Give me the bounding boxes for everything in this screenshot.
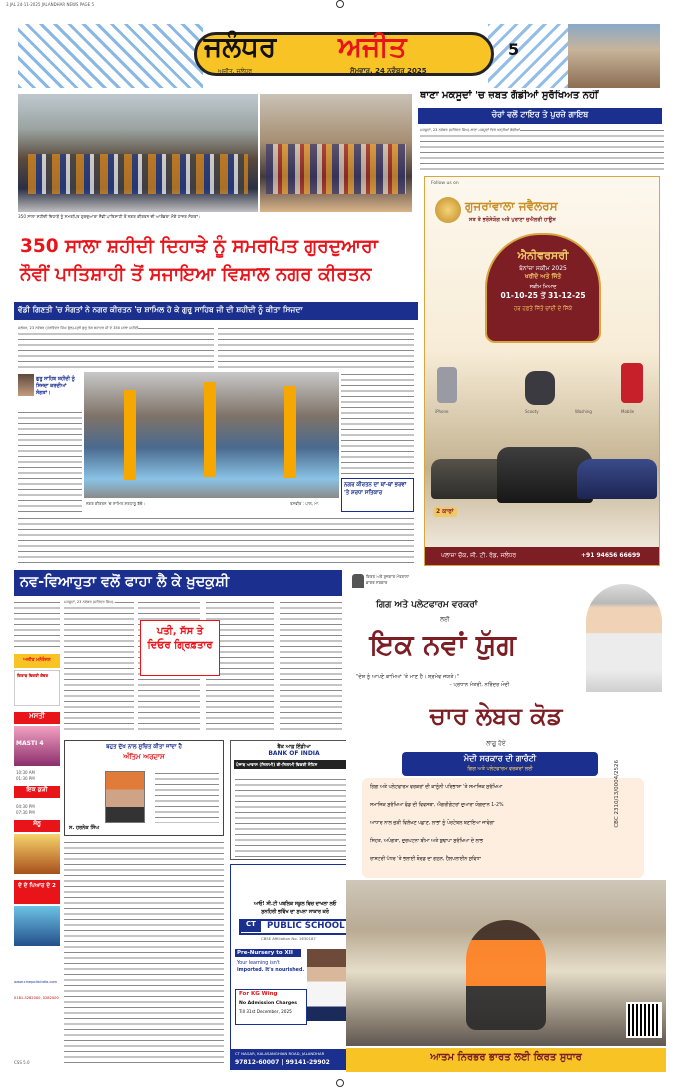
bank-name-pb: ਬੈਂਕ ਆਫ਼ ਇੰਡੀਆ (277, 744, 311, 750)
classified-text (14, 600, 60, 650)
main-story-text-mid (218, 326, 414, 372)
anniversary-sub: ਬੋਨਾਂਜ਼ਾ ਸਕੀਮ 2025 (519, 265, 567, 272)
masthead (18, 24, 660, 88)
inset-text (18, 410, 82, 515)
main-story-text-right (341, 372, 414, 478)
govt-quote-1: "ਦੇਸ਼ ਨੂੰ ਆਪਣੇ ਕਾਮਿਆਂ 'ਤੇ ਮਾਣ ਹੈ। ਸ਼੍ਰਮੇਵ ਜਯਤੇ।" (356, 674, 460, 680)
school-slogan-2: imported. It's nourished. (237, 968, 305, 973)
classified-banner: ਕਿਤਾਬ ਵਿਕਰੀ ਕੇਂਦਰ (14, 670, 60, 706)
school-ad[interactable] (230, 864, 358, 1070)
suicide-text-col1 (64, 600, 134, 730)
inset-caption: ਗੁਰੂ ਸਾਹਿਬ ਸ਼ਹੀਦੀ ਨੂੰ ਸਿਜਦਾ ਕਰਦੀਆਂ ਸੰਗਤਾਂ। (36, 377, 75, 396)
suicide-boxed-quote (140, 620, 220, 676)
jewellers-name: ਗੁਜਰਾਂਵਾਲਾ ਜਵੈਲਰਸ (465, 199, 558, 213)
masthead-title-2: ਅਜੀਤ (338, 30, 407, 63)
car-label: 2 ਕਾਰਾਂ (433, 507, 457, 517)
bank-name: BANK OF INDIA (268, 750, 320, 757)
jewellers-follow: Follow us on (431, 181, 459, 186)
classified-header: ਅਜੀਤ ਮਨੋਰੰਜਨ (14, 654, 60, 668)
govt-guarantee: ਮੋਦੀ ਸਰਕਾਰ ਦੀ ਗਾਰੰਟੀ (463, 754, 537, 763)
school-logo: CT (241, 920, 261, 932)
suicide-text-col4 (280, 600, 342, 730)
main-photo-1 (18, 94, 258, 212)
masthead-pattern-left (18, 24, 203, 88)
main-photo-3-caption: ਨਗਰ ਕੀਰਤਨ 'ਚ ਸ਼ਾਮਿਲ ਸ਼ਰਧਾਲੂ ਬੱਚੇ। (86, 501, 146, 506)
govt-bullets-box (362, 778, 644, 878)
qr-code (628, 1004, 660, 1036)
masthead-sub: ਅਜੀਤ, ਜਲੰਧਰ (218, 68, 253, 75)
prize-phone (437, 367, 457, 403)
prize-label-4: Mobile (621, 409, 635, 414)
main-story-text-left (18, 326, 214, 372)
classified-website[interactable]: www.cinepolisindia.com (14, 980, 58, 984)
jewellers-phone[interactable]: +91 94656 66699 (581, 552, 641, 559)
obituary-title: ਬਹੁਤ ਦੁੱਖ ਨਾਲ ਸੂਚਿਤ ਕੀਤਾ ਜਾਂਦਾ ਹੈ (106, 744, 182, 750)
govt-ministry-2: ਭਾਰਤ ਸਰਕਾਰ (366, 580, 388, 585)
bank-notice (230, 740, 358, 860)
school-pre-nursery: Pre-Nursery to XII (235, 949, 301, 957)
show-time-2: 01:30 PM (16, 776, 35, 781)
jewellers-address: ਪਲਾਜ਼ਾ ਚੌਕ, ਜੀ. ਟੀ. ਰੋਡ, ਜਲੰਧਰ (441, 552, 517, 559)
main-pullquote-text: ਨਗਰ ਕੀਰਤਨ ਦਾ ਥਾਂ-ਥਾਂ ਭਰਵਾਂ 'ਤੇ ਸ਼ਰਧਾ ਸਤਿਕਾਰ (344, 482, 407, 496)
promo2-title: ਸੋਨੂ (14, 820, 60, 832)
prize-mobile (621, 363, 643, 403)
promo3-poster (14, 906, 60, 946)
school-ad-top: ਆਓ! ਸੀ.ਟੀ ਪਬਲਿਕ ਸਕੂਲ ਵਿਚ ਦਾਖਲਾ ਲਓ (253, 902, 337, 907)
main-photo-3-credit: ਤਸਵੀਰ : ਪਾਲ, ਮਾ. (290, 501, 320, 506)
jewellers-ad[interactable] (424, 176, 660, 566)
main-story-text-bottom (18, 516, 414, 564)
show-time-1: 10:30 AM (16, 770, 35, 775)
jewellers-tagline: ਸਤ ਤੇ ਭਰੋਸੇਯੋਗ ਅਤੇ ਪੁਰਾਣਾ ਜੁਐਲਰੀ ਹਾਊਸ (469, 217, 556, 223)
jewellers-logo-icon (435, 197, 461, 223)
govt-guarantee-sub: ਗਿਗ ਅਤੇ ਪਲੇਟਫਾਰਮ ਵਰਕਰਾਂ ਲਈ (467, 766, 533, 772)
school-name: PUBLIC SCHOOL (267, 921, 345, 931)
tr-story-text (420, 128, 664, 172)
suicide-boxed-quote-text: ਪਤੀ, ਸੱਸ ਤੇ ਦਿਓਰ ਗ੍ਰਿਫ਼ਤਾਰ (147, 626, 213, 651)
school-phones[interactable]: 97812-60007 | 99141-29902 (235, 1059, 330, 1066)
main-photo-2 (260, 94, 412, 212)
promo1-title: ਇਕ ਕੁੜੀ (14, 786, 60, 798)
govt-headline: ਇਕ ਨਵਾਂ ਯੁੱਗ (370, 628, 516, 661)
anniversary-sub2: ਖਰੀਦੋ ਅਤੇ ਜਿੱਤੋ (524, 273, 562, 280)
school-ad-top2: ਸੁਨਹਿਰੀ ਭਵਿੱਖ ਦਾ ਸੁਪਨਾ ਸਾਕਾਰ ਕਰੋ (261, 910, 329, 915)
tr-headline: ਥਾਣਾ ਮਕਸੂਦਾਂ 'ਚ ਜ਼ਬਤ ਗੱਡੀਆਂ ਸੁਰੱਖਿਅਤ ਨਹੀਂ (420, 90, 599, 101)
govt-main-title: ਚਾਰ ਲੇਬਰ ਕੋਡ (429, 702, 563, 730)
school-address: CT NAGAR, KALASANGHIAN ROAD, JALANDHAR (235, 1051, 325, 1056)
main-headline-2: ਨੌਵੀਂ ਪਾਤਿਸ਼ਾਹੀ ਤੋਂ ਸਜਾਇਆ ਵਿਸ਼ਾਲ ਨਗਰ ਕੀਰਤਨ (20, 264, 372, 285)
govt-gig-label: ਗਿਗ ਅਤੇ ਪਲੇਟਫਾਰਮ ਵਰਕਰਾਂ (376, 600, 478, 610)
tr-subhead: ਚੋਰਾਂ ਵਲੋਂ ਟਾਇਰ ਤੇ ਪੁਰਜ਼ੇ ਗਾਇਬ (418, 108, 662, 124)
govt-modi-photo (586, 584, 662, 692)
masthead-building-photo (568, 24, 660, 88)
delivery-rider-shape (466, 920, 546, 1030)
govt-bullet-2: ਸਮਾਜਿਕ ਸੁਰੱਖਿਆ ਫੰਡ ਦੀ ਵਿਵਸਥਾ, ਐਗਰੀਗੇਟਰਾਂ ਦੁਆਰਾ ਯੋਗਦਾਨ 1-2% (370, 803, 504, 808)
bank-notice-text (235, 777, 353, 857)
govt-laee: ਲਈ (440, 616, 450, 623)
anniversary-title: ਐਨੀਵਰਸਰੀ (517, 249, 569, 262)
govt-street-photo (346, 880, 666, 1046)
main-story-first-line: ਜਲੰਧਰ, 23 ਨਵੰਬਰ (ਹਰਵਿੰਦਰ ਸਿੰਘ ਫੁੱਲ)-ਸ੍ਰੀ ਗੁਰੂ ਤੇਗ ਬਹਾਦਰ ਜੀ ਦੇ 350 ਸਾਲਾ ਸ਼ਹੀਦੀ (18, 326, 139, 330)
prize-label-1: iPhone (435, 409, 449, 414)
scheme-label: ਸਕੀਮ ਮਿਆਦ (529, 284, 557, 290)
show-time-3: 04:30 PM (16, 804, 35, 809)
tr-story-first-line: ਮਕਸੂਦਾਂ, 23 ਨਵੰਬਰ (ਸਤਿੰਦਰ ਸਿੰਘ)-ਥਾਣਾ ਮਕਸੂਦਾਂ ਵਿਖੇ ਖੜ੍ਹੀਆਂ ਗੱਡੀਆਂ (420, 128, 520, 132)
school-kg-wing: For KG Wing (239, 991, 278, 997)
registration-mark (336, 0, 344, 8)
govt-code: CBC 2310/13/0004/2526 (614, 760, 620, 828)
obituary-name: ਸ. ਹਰਨੇਕ ਸਿੰਘ (69, 825, 100, 831)
govt-applied: ਲਾਗੂ ਹੋਏ (486, 740, 506, 747)
govt-bullet-4: ਸਿਹਤ, ਅਪੰਗਤਾ, ਦੁਰਘਟਨਾ ਬੀਮਾ ਅਤੇ ਬੁਢਾਪਾ ਸੁਰੱਖਿਆ ਦੇ ਲਾਭ (370, 839, 483, 844)
bank-notice-title: ਪੰਜਾਬ ਆਵਾਸ (ਨਿਲਾਮੀ) ਈ-ਨਿਲਾਮੀ ਵਿਕਰੀ ਨੋਟਿਸ (234, 760, 354, 769)
promo2-poster (14, 834, 60, 874)
classifieds-column (14, 600, 60, 1070)
prize-label-3: Washing (575, 409, 592, 414)
govt-ad[interactable] (346, 570, 666, 1074)
classified-phone: 0181-5282000, 5282000 (14, 996, 59, 1000)
govt-footer: ਆਤਮ ਨਿਰਭਰ ਭਾਰਤ ਲਈ ਕਿਰਤ ਸੁਧਾਰ (430, 1052, 582, 1063)
lower-left-text (64, 840, 224, 1066)
obituary-box (64, 740, 224, 836)
cinema-movie: MASTI 4 (16, 740, 44, 747)
main-headline-1: 350 ਸਾਲਾ ਸ਼ਹੀਦੀ ਦਿਹਾੜੇ ਨੂੰ ਸਮਰਪਿਤ ਗੁਰਦੁਆਰਾ (20, 236, 378, 257)
main-photo-3 (84, 372, 339, 498)
prize-scooter (525, 371, 555, 405)
masthead-pattern-right (488, 24, 568, 88)
school-affiliation: CBSE Affiliation No. 1630187 (261, 936, 316, 941)
govt-ministry-1: ਕਿਰਤ ਅਤੇ ਰੁਜ਼ਗਾਰ ਮੰਤਰਾਲਾ (366, 574, 410, 579)
school-last-date: Till 31st December, 2025 (239, 1009, 292, 1014)
prize-car-right (577, 459, 657, 499)
main-subhead: ਵੱਡੀ ਗਿਣਤੀ 'ਚ ਸੰਗਤਾਂ ਨੇ ਨਗਰ ਕੀਰਤਨ 'ਚ ਸ਼ਾਮਿਲ ਹੋ ਕੇ ਗੁਰੂ ਸਾਹਿਬ ਜੀ ਦੀ ਸ਼ਹੀਦੀ ਨੂੰ ਕੀਤਾ ਸਿਜਦਾ (14, 302, 418, 320)
govt-quote-2: - ਪ੍ਰਧਾਨ ਮੰਤਰੀ, ਨਰਿੰਦਰ ਮੋਦੀ (450, 682, 510, 688)
promo3-title: ਦੇ ਦੇ ਪਿਆਰ ਦੇ 2 (14, 880, 60, 904)
prize-label-2: Scooty (525, 409, 539, 414)
show-time-4: 07:30 PM (16, 810, 35, 815)
scheme-period: 01-10-25 ਤੋਂ 31-12-25 (500, 291, 586, 300)
govt-bullet-1: ਗਿਗ ਅਤੇ ਪਲੇਟਫਾਰਮ ਵਰਕਰਾਂ ਦੀ ਕਾਨੂੰਨੀ ਪਰਿਭਾਸ਼ਾ 'ਤੇ ਸਮਾਜਿਕ ਸੁਰੱਖਿਆ (370, 785, 503, 790)
print-info: 3 JAL 24-11-2025 JALANDHAR NEWS PAGE 5 (6, 2, 94, 7)
obituary-photo (105, 771, 145, 823)
page-number: 5 (508, 40, 520, 59)
masthead-title-1: ਜਲੰਧਰ (204, 30, 277, 63)
suicide-headline: ਨਵ-ਵਿਆਹੁਤਾ ਵਲੋਂ ਫਾਹਾ ਲੈ ਕੇ ਖ਼ੁਦਕੁਸ਼ੀ (14, 570, 342, 596)
school-slogan-1: Your learning isn't (237, 961, 280, 966)
cinema-title: ਮਸਤੀ (14, 712, 60, 724)
govt-emblem-icon (352, 574, 364, 588)
suicide-first-line: ਮਕਸੂਦਾਂ, 23 ਨਵੰਬਰ (ਸਤਿੰਦਰ ਸਿੰਘ)- (64, 600, 115, 604)
school-no-fee: No Admission Charges (239, 1001, 298, 1006)
govt-bullet-3: ਆਧਾਰ ਨਾਲ ਜੁੜੀ ਵਿਲੱਖਣ ਪਛਾਣ, ਲਾਭਾਂ ਨੂੰ ਪੋਰਟੇਬਲ ਬਣਾਇਆ ਜਾਵੇਗਾ (370, 821, 495, 826)
masthead-date: ਸੋਮਵਾਰ, 24 ਨਵੰਬਰ 2025 (350, 67, 427, 75)
classified-footer: CSS 5.0 (14, 1060, 30, 1065)
bottom-registration-mark (336, 1079, 344, 1087)
govt-bullet-5: ਰਾਸ਼ਟਰੀ ਪੱਧਰ 'ਤੇ ਭਲਾਈ ਬੋਰਡ ਦਾ ਗਠਨ, ਹੈਲਪਲਾਈਨ ਸੁਵਿਧਾ (370, 857, 481, 862)
scheme-coins: ਹਰ ਹਫ਼ਤੇ ਜਿੱਤੋ ਚਾਂਦੀ ਦੇ ਸਿੱਕੇ (513, 306, 573, 312)
main-photo-caption: 350 ਸਾਲਾ ਸ਼ਹੀਦੀ ਦਿਹਾੜੇ ਨੂੰ ਸਮਰਪਿਤ ਗੁਰਦੁਆਰਾ ਨੌਵੀਂ ਪਾਤਿਸ਼ਾਹੀ ਤੋਂ ਨਗਰ ਕੀਰਤਨ ਦੀ ਆਰੰਭਤਾ ਮੌਕੇ ਹਾਜ਼ਰ ਸੰਗਤਾਂ। (18, 214, 201, 219)
inset-portrait (18, 374, 34, 396)
main-pullquote (341, 478, 414, 512)
obituary-sub: ਅੰਤਿਮ ਅਰਦਾਸ (123, 753, 165, 761)
obituary-text (155, 771, 219, 823)
